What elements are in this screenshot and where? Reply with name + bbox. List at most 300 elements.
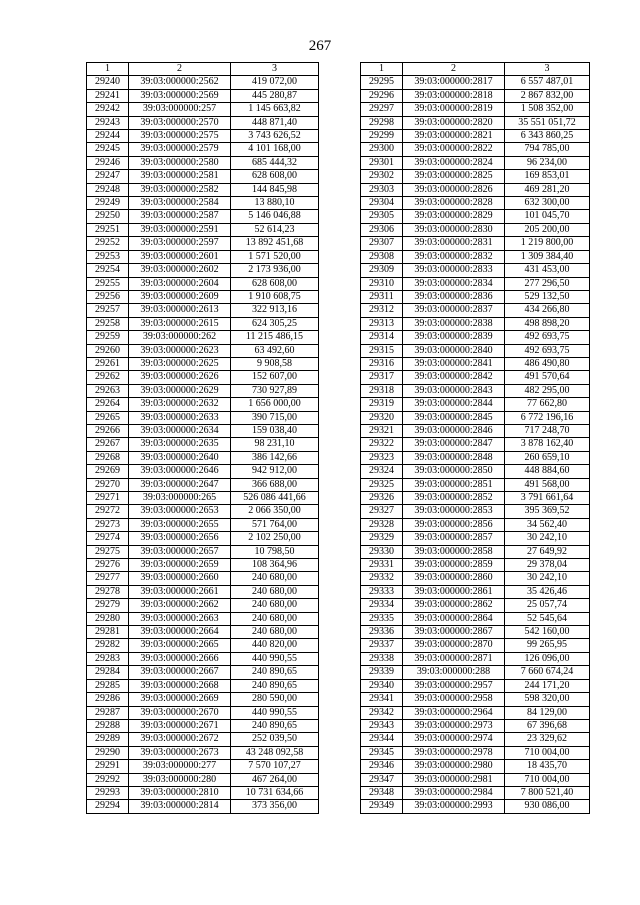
cadastral-value-cell: 930 086,00 <box>505 800 590 813</box>
cadastral-value-cell: 431 453,00 <box>505 264 590 277</box>
row-number-cell: 29345 <box>361 746 403 759</box>
cadastral-number-cell: 39:03:000000:2860 <box>403 572 505 585</box>
cadastral-number-cell: 39:03:000000:2635 <box>129 438 231 451</box>
cadastral-number-cell: 39:03:000000:2973 <box>403 719 505 732</box>
cadastral-value-cell: 108 364,96 <box>231 559 319 572</box>
table-row <box>361 237 590 250</box>
column-header-cadastral-number: 2 <box>403 63 505 76</box>
cadastral-number-cell: 39:03:000000:2664 <box>129 626 231 639</box>
row-number-cell: 29333 <box>361 585 403 598</box>
table-row <box>87 210 319 223</box>
table-row <box>87 424 319 437</box>
cadastral-number-cell: 39:03:000000:2613 <box>129 304 231 317</box>
cadastral-number-cell: 39:03:000000:2832 <box>403 250 505 263</box>
row-number-cell: 29303 <box>361 183 403 196</box>
table-row <box>361 800 590 813</box>
cadastral-number-cell: 39:03:000000:2856 <box>403 518 505 531</box>
cadastral-number-cell: 39:03:000000:2562 <box>129 76 231 89</box>
row-number-cell: 29275 <box>87 545 129 558</box>
row-number-cell: 29267 <box>87 438 129 451</box>
table-row <box>87 371 319 384</box>
cadastral-value-cell: 23 329,62 <box>505 733 590 746</box>
row-number-cell: 29312 <box>361 304 403 317</box>
table-row <box>87 156 319 169</box>
cadastral-number-cell: 39:03:000000:2837 <box>403 304 505 317</box>
cadastral-number-cell: 39:03:000000:2821 <box>403 130 505 143</box>
table-row <box>361 612 590 625</box>
table-row <box>87 505 319 518</box>
table-row <box>87 786 319 799</box>
row-number-cell: 29240 <box>87 76 129 89</box>
table-row <box>361 290 590 303</box>
table-header-row <box>87 63 319 76</box>
cadastral-number-cell: 39:03:000000:2993 <box>403 800 505 813</box>
cadastral-value-cell: 628 608,00 <box>231 170 319 183</box>
table-row <box>87 518 319 531</box>
cadastral-number-cell: 39:03:000000:280 <box>129 773 231 786</box>
cadastral-number-cell: 39:03:000000:2625 <box>129 357 231 370</box>
cadastral-value-cell: 25 057,74 <box>505 599 590 612</box>
table-row <box>361 679 590 692</box>
cadastral-number-cell: 39:03:000000:2867 <box>403 626 505 639</box>
table-row <box>361 411 590 424</box>
table-row <box>87 585 319 598</box>
cadastral-value-cell: 482 295,00 <box>505 384 590 397</box>
table-row <box>361 666 590 679</box>
row-number-cell: 29347 <box>361 773 403 786</box>
table-row <box>87 398 319 411</box>
row-number-cell: 29263 <box>87 384 129 397</box>
cadastral-value-cell: 29 378,04 <box>505 559 590 572</box>
cadastral-number-cell: 39:03:000000:2615 <box>129 317 231 330</box>
cadastral-number-cell: 39:03:000000:2579 <box>129 143 231 156</box>
cadastral-value-cell: 96 234,00 <box>505 156 590 169</box>
cadastral-value-cell: 529 132,50 <box>505 290 590 303</box>
cadastral-number-cell: 39:03:000000:2851 <box>403 478 505 491</box>
cadastral-value-cell: 434 266,80 <box>505 304 590 317</box>
cadastral-value-cell: 632 300,00 <box>505 197 590 210</box>
cadastral-number-cell: 39:03:000000:2870 <box>403 639 505 652</box>
row-number-cell: 29341 <box>361 693 403 706</box>
table-row <box>87 223 319 236</box>
cadastral-number-cell: 39:03:000000:2840 <box>403 344 505 357</box>
table-row <box>361 719 590 732</box>
table-row <box>361 652 590 665</box>
row-number-cell: 29292 <box>87 773 129 786</box>
cadastral-value-cell: 322 913,16 <box>231 304 319 317</box>
column-header-number: 1 <box>361 63 403 76</box>
table-row <box>361 572 590 585</box>
cadastral-number-cell: 39:03:000000:2666 <box>129 652 231 665</box>
cadastral-number-cell: 39:03:000000:2587 <box>129 210 231 223</box>
table-row <box>361 438 590 451</box>
table-row <box>361 559 590 572</box>
cadastral-number-cell: 39:03:000000:277 <box>129 760 231 773</box>
cadastral-number-cell: 39:03:000000:2957 <box>403 679 505 692</box>
cadastral-value-cell: 63 492,60 <box>231 344 319 357</box>
cadastral-number-cell: 39:03:000000:2602 <box>129 264 231 277</box>
page-number: 267 <box>308 38 332 54</box>
cadastral-value-cell: 1 145 663,82 <box>231 103 319 116</box>
cadastral-value-cell: 77 662,80 <box>505 398 590 411</box>
cadastral-number-cell: 39:03:000000:2852 <box>403 492 505 505</box>
row-number-cell: 29248 <box>87 183 129 196</box>
cadastral-number-cell: 39:03:000000:2836 <box>403 290 505 303</box>
table-row <box>87 331 319 344</box>
cadastral-value-cell: 395 369,52 <box>505 505 590 518</box>
row-number-cell: 29302 <box>361 170 403 183</box>
cadastral-number-cell: 39:03:000000:2584 <box>129 197 231 210</box>
table-row <box>87 357 319 370</box>
cadastral-number-cell: 39:03:000000:2660 <box>129 572 231 585</box>
cadastral-value-cell: 598 320,00 <box>505 693 590 706</box>
table-row <box>361 746 590 759</box>
table-row <box>361 451 590 464</box>
cadastral-value-cell: 3 743 626,52 <box>231 130 319 143</box>
cadastral-value-cell: 3 791 661,64 <box>505 492 590 505</box>
cadastral-value-cell: 492 693,75 <box>505 344 590 357</box>
table-row <box>361 773 590 786</box>
table-row <box>361 143 590 156</box>
table-row <box>87 599 319 612</box>
cadastral-value-cell: 280 590,00 <box>231 693 319 706</box>
row-number-cell: 29305 <box>361 210 403 223</box>
cadastral-number-cell: 39:03:000000:2829 <box>403 210 505 223</box>
table-row <box>87 143 319 156</box>
cadastral-number-cell: 39:03:000000:2633 <box>129 411 231 424</box>
cadastral-value-cell: 1 309 384,40 <box>505 250 590 263</box>
cadastral-number-cell: 39:03:000000:2842 <box>403 371 505 384</box>
cadastral-value-cell: 419 072,00 <box>231 76 319 89</box>
cadastral-number-cell: 39:03:000000:2609 <box>129 290 231 303</box>
cadastral-value-cell: 448 884,60 <box>505 465 590 478</box>
table-row <box>87 572 319 585</box>
cadastral-value-cell: 13 880,10 <box>231 197 319 210</box>
cadastral-value-cell: 169 853,01 <box>505 170 590 183</box>
cadastral-number-cell: 39:03:000000:2834 <box>403 277 505 290</box>
table-row <box>87 130 319 143</box>
cadastral-number-cell: 39:03:000000:2820 <box>403 116 505 129</box>
cadastral-value-cell: 84 129,00 <box>505 706 590 719</box>
row-number-cell: 29316 <box>361 357 403 370</box>
cadastral-number-cell: 39:03:000000:2663 <box>129 612 231 625</box>
row-number-cell: 29262 <box>87 371 129 384</box>
row-number-cell: 29258 <box>87 317 129 330</box>
table-row <box>87 706 319 719</box>
cadastral-number-cell: 39:03:000000:262 <box>129 331 231 344</box>
cadastral-number-cell: 39:03:000000:2828 <box>403 197 505 210</box>
cadastral-number-cell: 39:03:000000:2862 <box>403 599 505 612</box>
cadastral-number-cell: 39:03:000000:2984 <box>403 786 505 799</box>
table-row <box>361 585 590 598</box>
cadastral-value-table-left <box>86 62 319 814</box>
table-row <box>361 626 590 639</box>
row-number-cell: 29289 <box>87 733 129 746</box>
table-row <box>87 451 319 464</box>
cadastral-value-cell: 7 800 521,40 <box>505 786 590 799</box>
table-row <box>87 733 319 746</box>
column-header-value: 3 <box>231 63 319 76</box>
table-row <box>361 478 590 491</box>
cadastral-value-cell: 717 248,70 <box>505 424 590 437</box>
row-number-cell: 29320 <box>361 411 403 424</box>
table-row <box>361 210 590 223</box>
row-number-cell: 29291 <box>87 760 129 773</box>
row-number-cell: 29334 <box>361 599 403 612</box>
row-number-cell: 29269 <box>87 465 129 478</box>
cadastral-number-cell: 39:03:000000:2871 <box>403 652 505 665</box>
table-row <box>87 760 319 773</box>
cadastral-number-cell: 39:03:000000:2833 <box>403 264 505 277</box>
table-row <box>361 505 590 518</box>
row-number-cell: 29309 <box>361 264 403 277</box>
row-number-cell: 29329 <box>361 532 403 545</box>
cadastral-value-cell: 10 731 634,66 <box>231 786 319 799</box>
cadastral-number-cell: 39:03:000000:2601 <box>129 250 231 263</box>
cadastral-value-cell: 448 871,40 <box>231 116 319 129</box>
table-row <box>361 424 590 437</box>
table-row <box>87 693 319 706</box>
cadastral-value-cell: 373 356,00 <box>231 800 319 813</box>
cadastral-number-cell: 39:03:000000:2850 <box>403 465 505 478</box>
row-number-cell: 29276 <box>87 559 129 572</box>
table-row <box>361 733 590 746</box>
cadastral-value-cell: 710 004,00 <box>505 773 590 786</box>
cadastral-value-cell: 35 551 051,72 <box>505 116 590 129</box>
row-number-cell: 29336 <box>361 626 403 639</box>
row-number-cell: 29311 <box>361 290 403 303</box>
row-number-cell: 29304 <box>361 197 403 210</box>
cadastral-value-cell: 390 715,00 <box>231 411 319 424</box>
table-row <box>87 290 319 303</box>
table-row <box>361 545 590 558</box>
cadastral-number-cell: 39:03:000000:265 <box>129 492 231 505</box>
cadastral-number-cell: 39:03:000000:2662 <box>129 599 231 612</box>
row-number-cell: 29252 <box>87 237 129 250</box>
cadastral-value-cell: 240 890,65 <box>231 719 319 732</box>
cadastral-number-cell: 39:03:000000:2640 <box>129 451 231 464</box>
row-number-cell: 29290 <box>87 746 129 759</box>
cadastral-number-cell: 39:03:000000:2629 <box>129 384 231 397</box>
cadastral-value-cell: 685 444,32 <box>231 156 319 169</box>
row-number-cell: 29330 <box>361 545 403 558</box>
cadastral-value-cell: 710 004,00 <box>505 746 590 759</box>
table-row <box>361 344 590 357</box>
table-row <box>361 760 590 773</box>
row-number-cell: 29261 <box>87 357 129 370</box>
cadastral-number-cell: 39:03:000000:2632 <box>129 398 231 411</box>
cadastral-number-cell: 39:03:000000:2653 <box>129 505 231 518</box>
table-row <box>87 612 319 625</box>
row-number-cell: 29322 <box>361 438 403 451</box>
cadastral-value-cell: 67 396,68 <box>505 719 590 732</box>
cadastral-number-cell: 39:03:000000:2826 <box>403 183 505 196</box>
row-number-cell: 29264 <box>87 398 129 411</box>
table-row <box>361 398 590 411</box>
table-row <box>361 264 590 277</box>
cadastral-number-cell: 39:03:000000:2846 <box>403 424 505 437</box>
cadastral-number-cell: 39:03:000000:2582 <box>129 183 231 196</box>
row-number-cell: 29338 <box>361 652 403 665</box>
row-number-cell: 29257 <box>87 304 129 317</box>
table-row <box>87 237 319 250</box>
table-row <box>361 371 590 384</box>
cadastral-number-cell: 39:03:000000:2974 <box>403 733 505 746</box>
cadastral-number-cell: 39:03:000000:2810 <box>129 786 231 799</box>
table-row <box>87 116 319 129</box>
cadastral-number-cell: 39:03:000000:2818 <box>403 89 505 102</box>
row-number-cell: 29273 <box>87 518 129 531</box>
table-row <box>361 170 590 183</box>
row-number-cell: 29244 <box>87 130 129 143</box>
row-number-cell: 29284 <box>87 666 129 679</box>
cadastral-number-cell: 39:03:000000:2978 <box>403 746 505 759</box>
cadastral-value-cell: 252 039,50 <box>231 733 319 746</box>
row-number-cell: 29280 <box>87 612 129 625</box>
row-number-cell: 29337 <box>361 639 403 652</box>
row-number-cell: 29339 <box>361 666 403 679</box>
row-number-cell: 29245 <box>87 143 129 156</box>
table-row <box>361 304 590 317</box>
row-number-cell: 29270 <box>87 478 129 491</box>
cadastral-number-cell: 39:03:000000:2655 <box>129 518 231 531</box>
row-number-cell: 29306 <box>361 223 403 236</box>
cadastral-number-cell: 39:03:000000:2581 <box>129 170 231 183</box>
cadastral-value-table-right <box>360 62 590 814</box>
row-number-cell: 29298 <box>361 116 403 129</box>
row-number-cell: 29335 <box>361 612 403 625</box>
cadastral-number-cell: 39:03:000000:2845 <box>403 411 505 424</box>
table-row <box>87 183 319 196</box>
cadastral-value-cell: 2 867 832,00 <box>505 89 590 102</box>
cadastral-number-cell: 39:03:000000:2626 <box>129 371 231 384</box>
cadastral-number-cell: 39:03:000000:2569 <box>129 89 231 102</box>
table-row <box>87 304 319 317</box>
column-header-number: 1 <box>87 63 129 76</box>
row-number-cell: 29315 <box>361 344 403 357</box>
table-row <box>87 344 319 357</box>
cadastral-number-cell: 39:03:000000:2669 <box>129 693 231 706</box>
table-row <box>87 492 319 505</box>
table-row <box>361 156 590 169</box>
table-row <box>87 277 319 290</box>
cadastral-value-cell: 4 101 168,00 <box>231 143 319 156</box>
cadastral-value-cell: 386 142,66 <box>231 451 319 464</box>
table-row <box>361 639 590 652</box>
row-number-cell: 29346 <box>361 760 403 773</box>
cadastral-value-cell: 2 102 250,00 <box>231 532 319 545</box>
cadastral-value-cell: 152 607,00 <box>231 371 319 384</box>
table-row <box>87 76 319 89</box>
cadastral-value-cell: 3 878 162,40 <box>505 438 590 451</box>
row-number-cell: 29256 <box>87 290 129 303</box>
cadastral-value-cell: 492 693,75 <box>505 331 590 344</box>
cadastral-value-cell: 11 215 486,15 <box>231 331 319 344</box>
table-header-row <box>361 63 590 76</box>
row-number-cell: 29241 <box>87 89 129 102</box>
table-row <box>87 465 319 478</box>
cadastral-value-cell: 7 570 107,27 <box>231 760 319 773</box>
row-number-cell: 29243 <box>87 116 129 129</box>
table-row <box>361 183 590 196</box>
row-number-cell: 29310 <box>361 277 403 290</box>
cadastral-value-cell: 6 343 860,25 <box>505 130 590 143</box>
cadastral-value-cell: 240 680,00 <box>231 599 319 612</box>
row-number-cell: 29325 <box>361 478 403 491</box>
cadastral-number-cell: 39:03:000000:2580 <box>129 156 231 169</box>
table-row <box>361 130 590 143</box>
table-row <box>87 197 319 210</box>
column-header-cadastral-number: 2 <box>129 63 231 76</box>
cadastral-number-cell: 39:03:000000:2575 <box>129 130 231 143</box>
cadastral-number-cell: 39:03:000000:2864 <box>403 612 505 625</box>
row-number-cell: 29286 <box>87 693 129 706</box>
cadastral-number-cell: 39:03:000000:2634 <box>129 424 231 437</box>
cadastral-value-cell: 571 764,00 <box>231 518 319 531</box>
cadastral-value-cell: 1 910 608,75 <box>231 290 319 303</box>
row-number-cell: 29249 <box>87 197 129 210</box>
table-row <box>361 89 590 102</box>
cadastral-number-cell: 39:03:000000:2623 <box>129 344 231 357</box>
table-row <box>361 693 590 706</box>
row-number-cell: 29254 <box>87 264 129 277</box>
row-number-cell: 29285 <box>87 679 129 692</box>
table-row <box>361 103 590 116</box>
cadastral-value-cell: 13 892 451,68 <box>231 237 319 250</box>
cadastral-value-cell: 6 557 487,01 <box>505 76 590 89</box>
cadastral-number-cell: 39:03:000000:2668 <box>129 679 231 692</box>
row-number-cell: 29272 <box>87 505 129 518</box>
cadastral-value-cell: 10 798,50 <box>231 545 319 558</box>
cadastral-value-cell: 526 086 441,66 <box>231 492 319 505</box>
cadastral-number-cell: 39:03:000000:257 <box>129 103 231 116</box>
cadastral-number-cell: 39:03:000000:2830 <box>403 223 505 236</box>
cadastral-value-cell: 159 038,40 <box>231 424 319 437</box>
table-row <box>361 331 590 344</box>
cadastral-value-cell: 1 571 520,00 <box>231 250 319 263</box>
row-number-cell: 29349 <box>361 800 403 813</box>
table-row <box>361 223 590 236</box>
cadastral-value-cell: 5 146 046,88 <box>231 210 319 223</box>
cadastral-number-cell: 39:03:000000:2665 <box>129 639 231 652</box>
row-number-cell: 29250 <box>87 210 129 223</box>
table-row <box>361 465 590 478</box>
cadastral-value-cell: 2 173 936,00 <box>231 264 319 277</box>
cadastral-value-cell: 628 608,00 <box>231 277 319 290</box>
row-number-cell: 29323 <box>361 451 403 464</box>
table-row <box>361 250 590 263</box>
table-row <box>361 518 590 531</box>
cadastral-value-cell: 240 680,00 <box>231 572 319 585</box>
row-number-cell: 29266 <box>87 424 129 437</box>
table-row <box>87 264 319 277</box>
row-number-cell: 29281 <box>87 626 129 639</box>
cadastral-value-cell: 1 508 352,00 <box>505 103 590 116</box>
cadastral-value-cell: 624 305,25 <box>231 317 319 330</box>
cadastral-value-cell: 7 660 674,24 <box>505 666 590 679</box>
cadastral-number-cell: 39:03:000000:2597 <box>129 237 231 250</box>
row-number-cell: 29326 <box>361 492 403 505</box>
table-row <box>87 317 319 330</box>
row-number-cell: 29271 <box>87 492 129 505</box>
table-row <box>87 652 319 665</box>
cadastral-value-cell: 240 680,00 <box>231 585 319 598</box>
row-number-cell: 29279 <box>87 599 129 612</box>
cadastral-value-cell: 486 490,80 <box>505 357 590 370</box>
row-number-cell: 29299 <box>361 130 403 143</box>
table-row <box>87 773 319 786</box>
table-row <box>361 277 590 290</box>
